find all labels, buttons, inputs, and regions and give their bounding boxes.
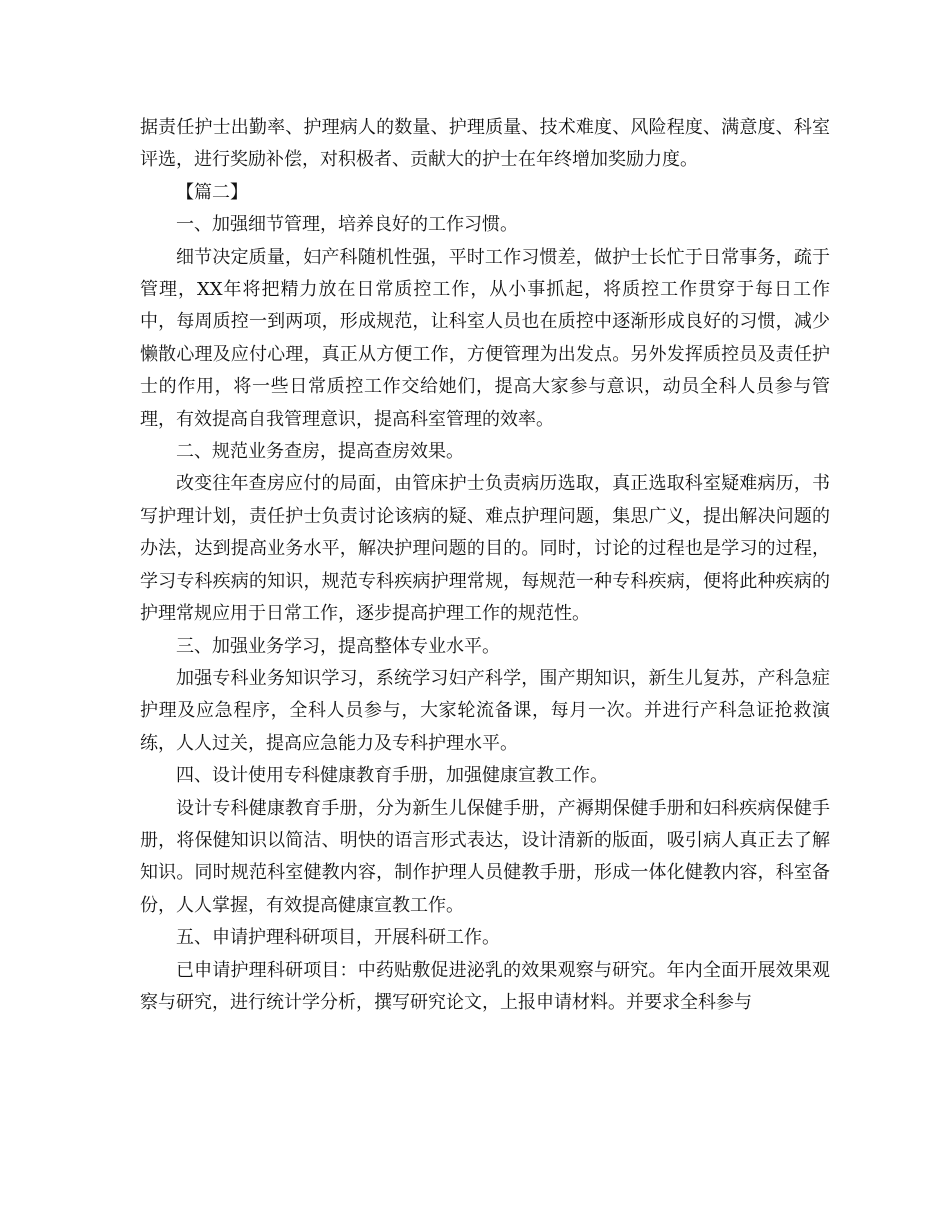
paragraph: 加强专科业务知识学习，系统学习妇产科学，围产期知识，新生儿复苏，产科急症护理及应急程序，全科人员参与，大家轮流备课，每月一次。并进行产科急证抢救演练，人人过关，提高应急能力及专科护理水平。 [140, 667, 830, 754]
paragraph: 细节决定质量，妇产科随机性强，平时工作习惯差，做护士长忙于日常事务，疏于管理，XX年将把精力放在日常质控工作，从小事抓起，将质控工作贯穿于每日工作中，每周质控一到两项，形成规范，让科室人员也在质控中逐渐形成良好的习惯，减少懒散心理及应付心理，真正从方便工作，方便管理为出发点。另外发挥质控员及责任护士的作用，将一些日常质控工作交给她们，提高大家参与意识，动员全科人员参与管理，有效提高自我管理意识，提高科室管理的效率。 [140, 246, 830, 430]
document-body [140, 112, 830, 1019]
section-heading: 四、设计使用专科健康教育手册，加强健康宣教工作。 [176, 765, 608, 787]
paragraph: 设计专科健康教育手册，分为新生儿保健手册，产褥期保健手册和妇科疾病保健手册，将保健知识以简洁、明快的语言形式表达，设计清新的版面，吸引病人真正去了解知识。同时规范科室健教内容，制作护理人员健教手册，形成一体化健教内容，科室备份，人人掌握，有效提高健康宣教工作。 [140, 797, 830, 916]
section-heading: 五、申请护理科研项目，开展科研工作。 [176, 927, 500, 949]
section-heading: 三、加强业务学习，提高整体专业水平。 [176, 635, 500, 657]
section-heading: 【篇二】 [176, 181, 248, 203]
paragraph: 改变往年查房应付的局面，由管床护士负责病历选取，真正选取科室疑难病历，书写护理计划，责任护士负责讨论该病的疑、难点护理问题，集思广义，提出解决问题的办法，达到提高业务水平，解决护理问题的目的。同时，讨论的过程也是学习的过程，学习专科疾病的知识，规范专科疾病护理常规，每规范一种专科疾病，便将此种疾病的护理常规应用于日常工作，逐步提高护理工作的规范性。 [140, 473, 830, 625]
paragraph: 据责任护士出勤率、护理病人的数量、护理质量、技术难度、风险程度、满意度、科室评选，进行奖励补偿，对积极者、贡献大的护士在年终增加奖励力度。 [140, 117, 830, 171]
paragraph: 已申请护理科研项目：中药贴敷促进泌乳的效果观察与研究。年内全面开展效果观察与研究，进行统计学分析，撰写研究论文，上报申请材料。并要求全科参与 [140, 959, 830, 1013]
section-heading: 二、规范业务查房，提高查房效果。 [176, 441, 464, 463]
section-heading: 一、加强细节管理，培养良好的工作习惯。 [176, 214, 518, 236]
